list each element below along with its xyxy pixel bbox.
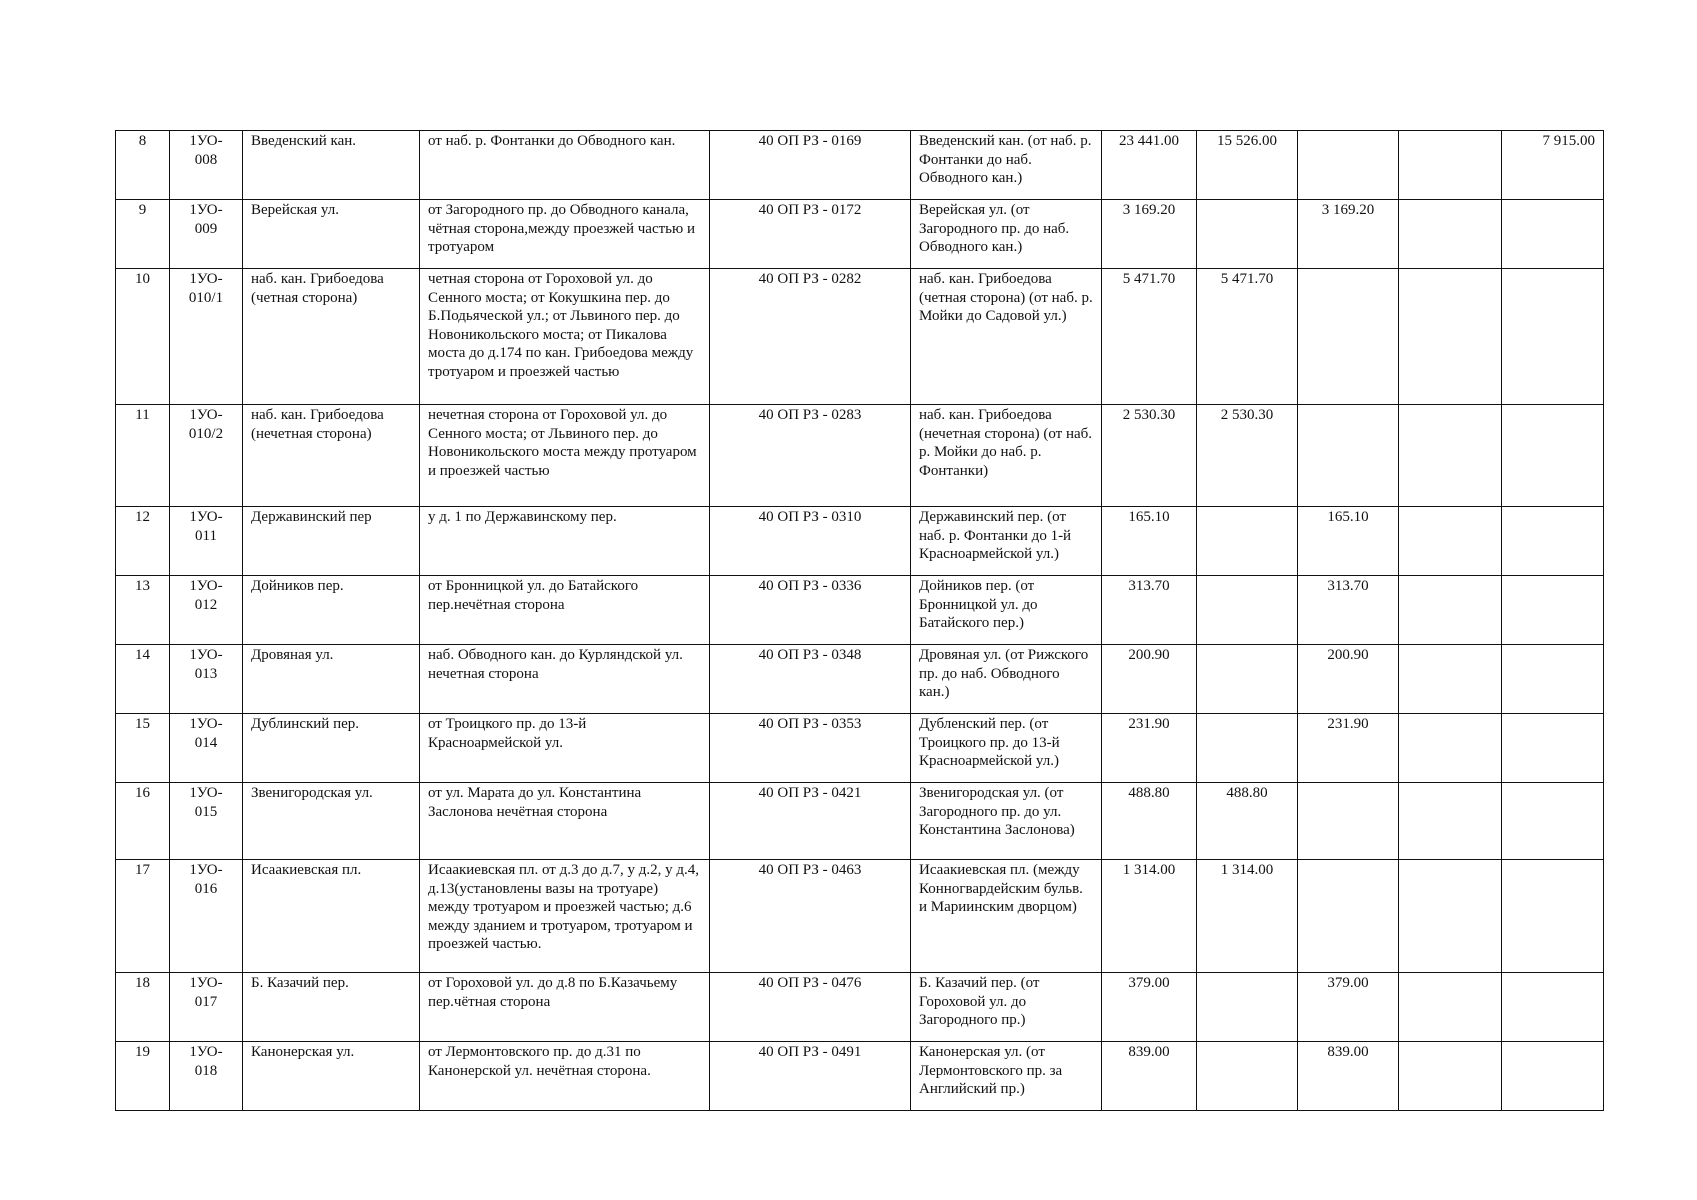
row-number: 17 xyxy=(116,860,170,973)
value-col-3 xyxy=(1298,131,1399,200)
road-sections-table xyxy=(115,130,1604,1111)
value-total: 2 530.30 xyxy=(1102,405,1197,507)
row-number: 19 xyxy=(116,1042,170,1111)
table-row xyxy=(116,269,1604,405)
value-col-3: 200.90 xyxy=(1298,645,1399,714)
value-col-3 xyxy=(1298,860,1399,973)
value-col-2 xyxy=(1197,576,1298,645)
value-col-4 xyxy=(1399,576,1502,645)
section-code: 1УО- 014 xyxy=(170,714,243,783)
value-total: 165.10 xyxy=(1102,507,1197,576)
value-col-4 xyxy=(1399,131,1502,200)
section-code: 1УО- 008 xyxy=(170,131,243,200)
section-code: 1УО- 018 xyxy=(170,1042,243,1111)
road-full-name: наб. кан. Грибоедова (нечетная сторона) (от наб. р. Мойки до наб. р. Фонтанки) xyxy=(911,405,1102,507)
row-number: 11 xyxy=(116,405,170,507)
value-col-3: 379.00 xyxy=(1298,973,1399,1042)
value-col-3: 165.10 xyxy=(1298,507,1399,576)
road-full-name: Исаакиевская пл. (между Конногвардейским бульв. и Мариинским дворцом) xyxy=(911,860,1102,973)
value-col-5 xyxy=(1502,200,1604,269)
table-row xyxy=(116,860,1604,973)
road-full-name: Звенигородская ул. (от Загородного пр. до ул. Константина Заслонова) xyxy=(911,783,1102,860)
value-col-5 xyxy=(1502,783,1604,860)
value-total: 1 314.00 xyxy=(1102,860,1197,973)
street-name: Дровяная ул. xyxy=(243,645,420,714)
value-col-2: 1 314.00 xyxy=(1197,860,1298,973)
value-col-2 xyxy=(1197,507,1298,576)
road-full-name: Державинский пер. (от наб. р. Фонтанки до 1-й Красноармейской ул.) xyxy=(911,507,1102,576)
value-total: 313.70 xyxy=(1102,576,1197,645)
road-full-name: Дубленский пер. (от Троицкого пр. до 13-й Красноармейской ул.) xyxy=(911,714,1102,783)
road-full-name: Дойников пер. (от Бронницкой ул. до Батайского пер.) xyxy=(911,576,1102,645)
value-col-5 xyxy=(1502,405,1604,507)
value-col-5: 7 915.00 xyxy=(1502,131,1604,200)
section-description: четная сторона от Гороховой ул. до Сенного моста; от Кокушкина пер. до Б.Подьяческой ул.; от Львиного пер. до Новоникольского моста; от Пикалова моста до д.174 по кан. Грибоедова между тротуаром и проезжей частью xyxy=(420,269,710,405)
value-col-4 xyxy=(1399,405,1502,507)
value-col-3: 313.70 xyxy=(1298,576,1399,645)
row-number: 18 xyxy=(116,973,170,1042)
road-id: 40 ОП РЗ - 0421 xyxy=(710,783,911,860)
value-col-2 xyxy=(1197,200,1298,269)
table-row xyxy=(116,973,1604,1042)
row-number: 16 xyxy=(116,783,170,860)
value-col-5 xyxy=(1502,1042,1604,1111)
section-description: от Лермонтовского пр. до д.31 по Канонерской ул. нечётная сторона. xyxy=(420,1042,710,1111)
section-code: 1УО- 017 xyxy=(170,973,243,1042)
road-full-name: Введенский кан. (от наб. р. Фонтанки до наб. Обводного кан.) xyxy=(911,131,1102,200)
road-id: 40 ОП РЗ - 0463 xyxy=(710,860,911,973)
table-row xyxy=(116,507,1604,576)
table-row xyxy=(116,200,1604,269)
road-id: 40 ОП РЗ - 0336 xyxy=(710,576,911,645)
value-col-5 xyxy=(1502,645,1604,714)
table-row xyxy=(116,131,1604,200)
value-total: 23 441.00 xyxy=(1102,131,1197,200)
road-full-name: Б. Казачий пер. (от Гороховой ул. до Загородного пр.) xyxy=(911,973,1102,1042)
table-row xyxy=(116,1042,1604,1111)
street-name: Державинский пер xyxy=(243,507,420,576)
value-col-3 xyxy=(1298,783,1399,860)
value-col-4 xyxy=(1399,200,1502,269)
value-col-2: 488.80 xyxy=(1197,783,1298,860)
value-col-4 xyxy=(1399,973,1502,1042)
section-description: от Троицкого пр. до 13-й Красноармейской ул. xyxy=(420,714,710,783)
value-col-4 xyxy=(1399,507,1502,576)
section-code: 1УО- 013 xyxy=(170,645,243,714)
value-total: 379.00 xyxy=(1102,973,1197,1042)
value-col-2 xyxy=(1197,1042,1298,1111)
row-number: 13 xyxy=(116,576,170,645)
section-description: от наб. р. Фонтанки до Обводного кан. xyxy=(420,131,710,200)
value-total: 488.80 xyxy=(1102,783,1197,860)
value-col-4 xyxy=(1399,714,1502,783)
road-full-name: Канонерская ул. (от Лермонтовского пр. за Английский пр.) xyxy=(911,1042,1102,1111)
value-col-5 xyxy=(1502,576,1604,645)
value-col-2: 2 530.30 xyxy=(1197,405,1298,507)
road-full-name: Верейская ул. (от Загородного пр. до наб. Обводного кан.) xyxy=(911,200,1102,269)
road-id: 40 ОП РЗ - 0353 xyxy=(710,714,911,783)
road-id: 40 ОП РЗ - 0283 xyxy=(710,405,911,507)
street-name: Звенигородская ул. xyxy=(243,783,420,860)
row-number: 14 xyxy=(116,645,170,714)
value-total: 231.90 xyxy=(1102,714,1197,783)
road-full-name: наб. кан. Грибоедова (четная сторона) (от наб. р. Мойки до Садовой ул.) xyxy=(911,269,1102,405)
row-number: 10 xyxy=(116,269,170,405)
road-id: 40 ОП РЗ - 0348 xyxy=(710,645,911,714)
value-col-5 xyxy=(1502,860,1604,973)
road-id: 40 ОП РЗ - 0282 xyxy=(710,269,911,405)
value-col-4 xyxy=(1399,1042,1502,1111)
section-description: от Загородного пр. до Обводного канала, чётная сторона,между проезжей частью и тротуаром xyxy=(420,200,710,269)
section-description: нечетная сторона от Гороховой ул. до Сенного моста; от Львиного пер. до Новоникольского моста между протуаром и проезжей частью xyxy=(420,405,710,507)
section-code: 1УО- 012 xyxy=(170,576,243,645)
row-number: 9 xyxy=(116,200,170,269)
street-name: Канонерская ул. xyxy=(243,1042,420,1111)
section-code: 1УО- 009 xyxy=(170,200,243,269)
section-code: 1УО- 011 xyxy=(170,507,243,576)
street-name: Верейская ул. xyxy=(243,200,420,269)
road-full-name: Дровяная ул. (от Рижского пр. до наб. Обводного кан.) xyxy=(911,645,1102,714)
road-id: 40 ОП РЗ - 0172 xyxy=(710,200,911,269)
table-row xyxy=(116,714,1604,783)
road-id: 40 ОП РЗ - 0169 xyxy=(710,131,911,200)
table-row xyxy=(116,783,1604,860)
value-col-3: 3 169.20 xyxy=(1298,200,1399,269)
value-col-3: 839.00 xyxy=(1298,1042,1399,1111)
table-row xyxy=(116,405,1604,507)
road-id: 40 ОП РЗ - 0491 xyxy=(710,1042,911,1111)
section-description: от ул. Марата до ул. Константина Заслонова нечётная сторона xyxy=(420,783,710,860)
road-id: 40 ОП РЗ - 0476 xyxy=(710,973,911,1042)
street-name: наб. кан. Грибоедова (нечетная сторона) xyxy=(243,405,420,507)
value-col-5 xyxy=(1502,507,1604,576)
road-id: 40 ОП РЗ - 0310 xyxy=(710,507,911,576)
value-col-4 xyxy=(1399,783,1502,860)
street-name: Б. Казачий пер. xyxy=(243,973,420,1042)
section-code: 1УО- 010/1 xyxy=(170,269,243,405)
street-name: Дублинский пер. xyxy=(243,714,420,783)
street-name: Дойников пер. xyxy=(243,576,420,645)
section-description: наб. Обводного кан. до Курляндской ул. нечетная сторона xyxy=(420,645,710,714)
value-col-4 xyxy=(1399,860,1502,973)
value-col-5 xyxy=(1502,973,1604,1042)
value-col-3: 231.90 xyxy=(1298,714,1399,783)
value-col-3 xyxy=(1298,269,1399,405)
section-description: Исаакиевская пл. от д.3 до д.7, у д.2, у д.4, д.13(установлены вазы на тротуаре) между тротуаром и проезжей частью; д.6 между зданием и тротуаром, тротуаром и проезжей частью. xyxy=(420,860,710,973)
section-code: 1УО- 016 xyxy=(170,860,243,973)
value-col-2: 15 526.00 xyxy=(1197,131,1298,200)
value-col-3 xyxy=(1298,405,1399,507)
value-total: 5 471.70 xyxy=(1102,269,1197,405)
row-number: 15 xyxy=(116,714,170,783)
value-total: 839.00 xyxy=(1102,1042,1197,1111)
section-description: у д. 1 по Державинскому пер. xyxy=(420,507,710,576)
value-col-2 xyxy=(1197,714,1298,783)
section-code: 1УО- 010/2 xyxy=(170,405,243,507)
section-description: от Бронницкой ул. до Батайского пер.нечётная сторона xyxy=(420,576,710,645)
row-number: 8 xyxy=(116,131,170,200)
section-code: 1УО- 015 xyxy=(170,783,243,860)
value-col-4 xyxy=(1399,645,1502,714)
value-col-2 xyxy=(1197,973,1298,1042)
value-col-4 xyxy=(1399,269,1502,405)
value-col-2 xyxy=(1197,645,1298,714)
value-col-5 xyxy=(1502,714,1604,783)
value-col-5 xyxy=(1502,269,1604,405)
value-total: 3 169.20 xyxy=(1102,200,1197,269)
street-name: наб. кан. Грибоедова (четная сторона) xyxy=(243,269,420,405)
table-row xyxy=(116,645,1604,714)
section-description: от Гороховой ул. до д.8 по Б.Казачьему пер.чётная сторона xyxy=(420,973,710,1042)
street-name: Исаакиевская пл. xyxy=(243,860,420,973)
row-number: 12 xyxy=(116,507,170,576)
value-total: 200.90 xyxy=(1102,645,1197,714)
table-row xyxy=(116,576,1604,645)
street-name: Введенский кан. xyxy=(243,131,420,200)
value-col-2: 5 471.70 xyxy=(1197,269,1298,405)
